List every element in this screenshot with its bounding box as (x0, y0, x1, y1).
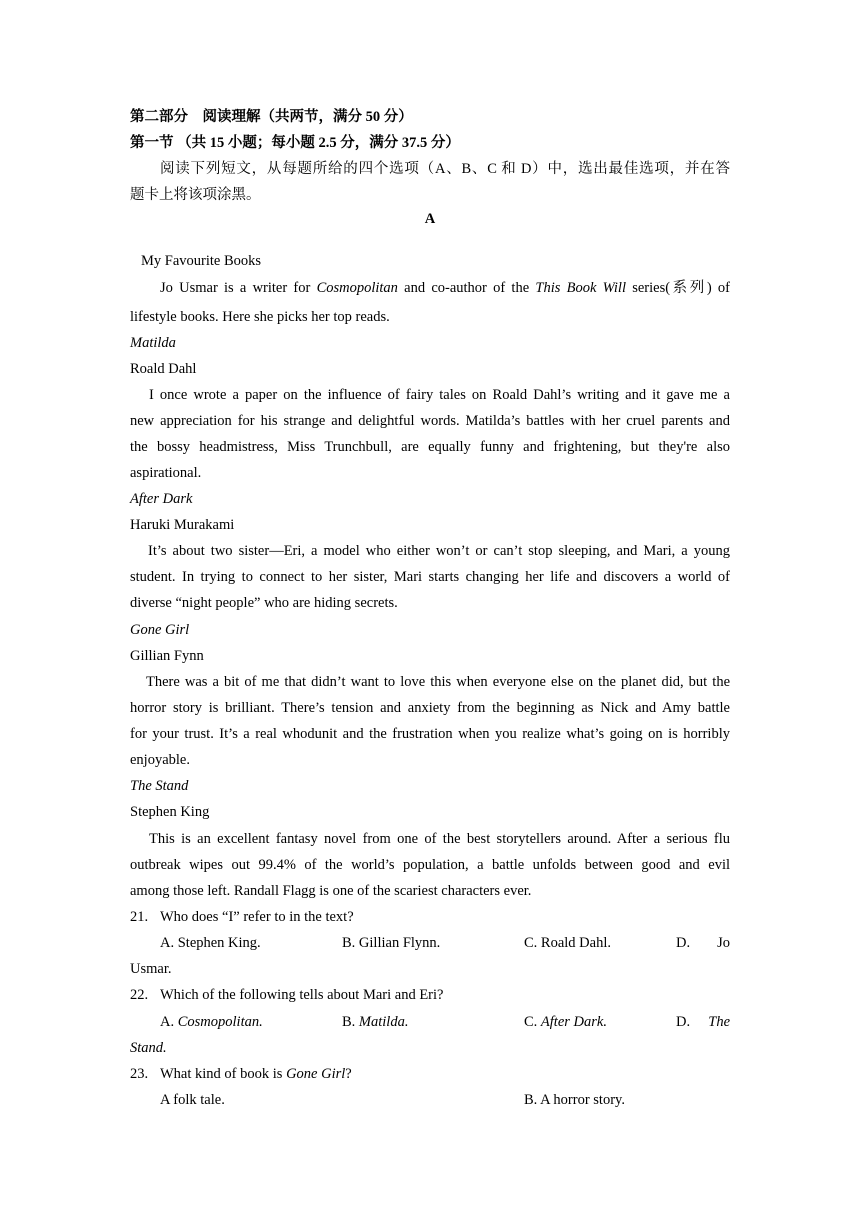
option-d-wrap: Usmar. (130, 961, 172, 977)
series-name: This Book Will (535, 280, 626, 296)
book-author: Stephen King (130, 804, 210, 820)
book-review-line: for your trust. It’s a real whodunit and the frustration when you realize what’s going on is horribly (130, 726, 730, 742)
book-review-line: aspirational. (130, 465, 202, 481)
option-c (524, 1013, 607, 1031)
option-label: C. (524, 1014, 541, 1030)
stem-text: What kind of book is (160, 1066, 287, 1082)
book-title: After Dark (130, 491, 193, 507)
option-d-label: D. (676, 1014, 691, 1030)
book-review-line: horror story is brilliant. There’s tension and anxiety from the beginning as Nick and Amy battle (130, 700, 730, 716)
intro-text: Jo Usmar is a writer for (160, 280, 317, 296)
book-review-line: the bossy headmistress, Miss Trunchbull, are equally funny and frightening, but they're also (130, 439, 730, 455)
book-author: Haruki Murakami (130, 517, 235, 533)
question-number: 22. (130, 987, 149, 1003)
part-title: 第二部分 阅读理解（共两节，满分 50 分） (130, 109, 413, 125)
book-review-line: enjoyable. (130, 752, 190, 768)
option-d: The (708, 1014, 730, 1030)
book-review-line: diverse “night people” who are hiding secrets. (130, 595, 398, 611)
option-c: C. Roald Dahl. (524, 935, 611, 951)
option-b (342, 1013, 408, 1031)
passage-letter: A (424, 211, 436, 227)
option-d: Jo (717, 935, 730, 951)
option-b: B. A horror story. (524, 1092, 625, 1108)
book-review-line: new appreciation for his strange and delightful words. Matilda’s battles with her cruel parents and (130, 413, 730, 429)
option-text: Cosmopolitan. (177, 1014, 263, 1030)
intro-text: and co-author of the (397, 280, 536, 296)
option-d-wrap: Stand. (130, 1040, 167, 1056)
question-stem (160, 1065, 352, 1083)
option-label: A. (160, 1014, 178, 1030)
book-author: Gillian Fynn (130, 648, 204, 664)
book-title: The Stand (130, 778, 189, 794)
book-review-line: among those left. Randall Flagg is one of the scariest characters ever. (130, 883, 532, 899)
option-a: A folk tale. (160, 1092, 225, 1108)
question-number: 23. (130, 1066, 149, 1082)
book-review-line: It’s about two sister—Eri, a model who either won’t or can’t stop sleeping, and Mari, a young (148, 543, 730, 559)
book-review-line: outbreak wipes out 99.4% of the world’s population, a battle unfolds between good and evil (130, 857, 730, 873)
intro-text: series(系列) of (625, 280, 730, 296)
book-title: Matilda (130, 335, 176, 351)
article-title: My Favourite Books (141, 253, 262, 269)
book-title: Gone Girl (130, 622, 190, 638)
section-title: 第一节 （共 15 小题；每小题 2.5 分，满分 37.5 分） (130, 135, 460, 151)
book-review-line: student. In trying to connect to her sister, Mari starts changing her life and discovers a world of (130, 569, 730, 585)
book-author: Roald Dahl (130, 361, 197, 377)
option-a: A. Stephen King. (160, 935, 261, 951)
option-text: Matilda. (358, 1014, 409, 1030)
book-title-ref: Gone Girl (286, 1066, 346, 1082)
instructions-line-1: 阅读下列短文，从每题所给的四个选项（A、B、C 和 D）中，选出最佳选项，并在答 (160, 161, 730, 177)
intro-line-1 (160, 279, 730, 297)
option-d-label: D. (676, 935, 691, 951)
question-stem: Who does “I” refer to in the text? (160, 909, 354, 925)
stem-text: ? (345, 1066, 352, 1082)
option-a (160, 1013, 263, 1031)
book-review-line: There was a bit of me that didn’t want to love this when everyone else on the planet did, but the (146, 674, 730, 690)
option-b: B. Gillian Flynn. (342, 935, 441, 951)
book-review-line: This is an excellent fantasy novel from one of the best storytellers around. After a serious flu (149, 831, 730, 847)
question-stem: Which of the following tells about Mari and Eri? (160, 987, 444, 1003)
question-number: 21. (130, 909, 149, 925)
option-label: B. (342, 1014, 359, 1030)
magazine-name: Cosmopolitan (316, 280, 398, 296)
book-review-line: I once wrote a paper on the influence of fairy tales on Roald Dahl’s writing and it gave me a (149, 387, 730, 403)
instructions-line-2: 题卡上将该项涂黑。 (130, 187, 261, 203)
intro-line-2: lifestyle books. Here she picks her top reads. (130, 309, 390, 325)
option-text: After Dark. (540, 1014, 607, 1030)
